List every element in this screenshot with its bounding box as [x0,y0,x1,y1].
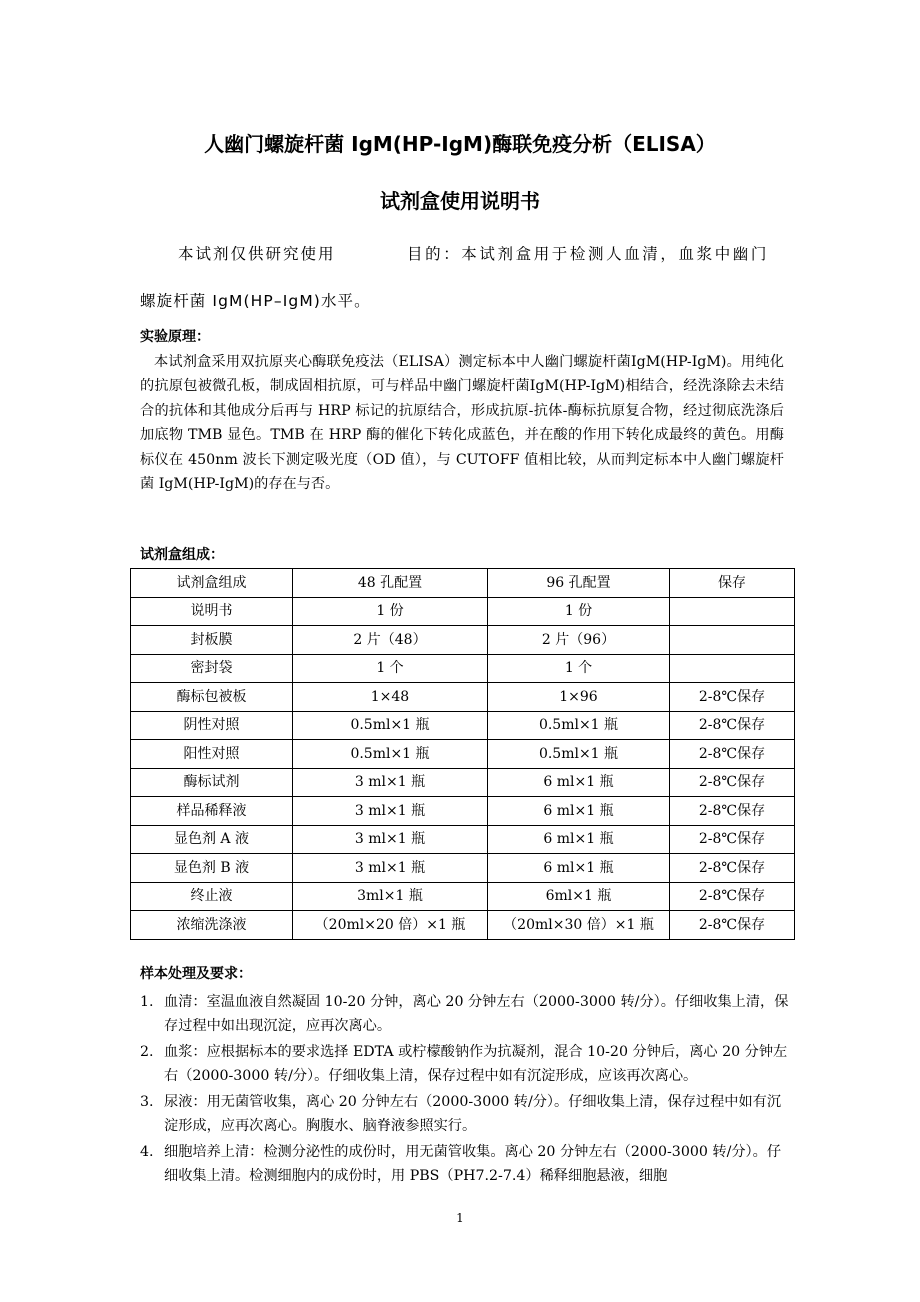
list-item-text: 血浆：应根据标本的要求选择 EDTA 或柠檬酸钠作为抗凝剂，混合 10-20 分钟后，离心 20 分钟左右（2000-3000 转/分）。仔细收集上清，保存过程中如有沉淀形成，应该再次离心。 [164,1044,788,1084]
principle-paragraph: 本试剂盒采用双抗原夹心酶联免疫法（ELISA）测定标本中人幽门螺旋杆菌IgM(HP-IgM)。用纯化的抗原包被微孔板，制成固相抗原，可与样品中幽门螺旋杆菌IgM(HP-IgM)相结合，经洗涤除去未结合的抗体和其他成分后再与 HRP 标记的抗原结合，形成抗原-抗体-酶标抗原复合物，经过彻底洗涤后加底物 TMB 显色。TMB 在 HRP 酶的催化下转化成蓝色，并在酸的作用下转化成最终的黄色。用酶标仪在 450nm 波长下测定吸光度（OD 值），与 CUTOFF 值相比较，从而判定标本中人幽门螺旋杆菌 IgM(HP-IgM)的存在与否。 [140,354,784,493]
table-row [131,626,795,655]
qty-48-cell: 0.5ml×1 瓶 [293,711,488,740]
qty-48-cell: 3 ml×1 瓶 [293,825,488,854]
component-cell: 样品稀释液 [131,797,293,826]
storage-cell: 2-8℃保存 [670,683,795,712]
sample-processing-list [140,990,790,1190]
qty-96-cell: 1 个 [488,654,670,683]
component-cell: 显色剂 B 液 [131,854,293,883]
table-row [131,911,795,940]
list-item [140,1090,790,1138]
research-use-notice: 本试剂仅供研究使用 [178,245,336,263]
table-row [131,825,795,854]
kit-composition-heading: 试剂盒组成： [140,547,224,563]
qty-48-cell: 3 ml×1 瓶 [293,768,488,797]
document-title: 人幽门螺旋杆菌 IgM(HP-IgM)酶联免疫分析（ELISA） [204,132,716,156]
table-header-row [131,569,795,598]
qty-96-cell: 1 份 [488,597,670,626]
purpose-statement: 目的：本试剂盒用于检测人血清，血浆中幽门 [407,245,770,263]
qty-96-cell: 6ml×1 瓶 [488,882,670,911]
qty-48-cell: 3 ml×1 瓶 [293,797,488,826]
qty-96-cell: 0.5ml×1 瓶 [488,711,670,740]
header-component: 试剂盒组成 [131,569,293,598]
header-storage: 保存 [670,569,795,598]
list-item-number: 2. [140,1044,154,1060]
sample-processing-heading: 样本处理及要求： [140,966,252,982]
storage-cell: 2-8℃保存 [670,825,795,854]
purpose-statement-continued: 螺旋杆菌 IgM(HP–IgM)水平。 [140,292,371,310]
table-row [131,854,795,883]
qty-96-cell: 2 片（96） [488,626,670,655]
principle-heading: 实验原理： [140,329,210,345]
qty-48-cell: 1 份 [293,597,488,626]
qty-48-cell: 3 ml×1 瓶 [293,854,488,883]
list-item [140,1040,790,1088]
qty-48-cell: 1×48 [293,683,488,712]
kit-composition-table [130,568,795,940]
component-cell: 浓缩洗涤液 [131,911,293,940]
qty-96-cell: （20ml×30 倍）×1 瓶 [488,911,670,940]
storage-cell: 2-8℃保存 [670,711,795,740]
storage-cell: 2-8℃保存 [670,740,795,769]
list-item-number: 3. [140,1094,154,1110]
storage-cell: 2-8℃保存 [670,911,795,940]
storage-cell: 2-8℃保存 [670,882,795,911]
list-item-text: 血清：室温血液自然凝固 10-20 分钟，离心 20 分钟左右（2000-3000 转/分）。仔细收集上清，保存过程中如出现沉淀，应再次离心。 [164,994,789,1034]
qty-48-cell: 1 个 [293,654,488,683]
list-item [140,1140,790,1188]
table-row [131,683,795,712]
list-item [140,990,790,1038]
list-item-number: 4. [140,1144,154,1160]
component-cell: 阴性对照 [131,711,293,740]
table-row [131,711,795,740]
qty-48-cell: 0.5ml×1 瓶 [293,740,488,769]
table-row [131,740,795,769]
header-96-well: 96 孔配置 [488,569,670,598]
storage-cell [670,626,795,655]
storage-cell: 2-8℃保存 [670,797,795,826]
table-row [131,597,795,626]
component-cell: 酶标试剂 [131,768,293,797]
storage-cell [670,654,795,683]
component-cell: 终止液 [131,882,293,911]
table-row [131,654,795,683]
qty-96-cell: 6 ml×1 瓶 [488,797,670,826]
storage-cell: 2-8℃保存 [670,854,795,883]
component-cell: 酶标包被板 [131,683,293,712]
component-cell: 显色剂 A 液 [131,825,293,854]
header-48-well: 48 孔配置 [293,569,488,598]
qty-48-cell: 3ml×1 瓶 [293,882,488,911]
list-item-text: 细胞培养上清：检测分泌性的成份时，用无菌管收集。离心 20 分钟左右（2000-3000 转/分）。仔细收集上清。检测细胞内的成份时，用 PBS（PH7.2-7.4）稀释细胞悬液，细胞 [164,1144,782,1184]
list-item-text: 尿液：用无菌管收集，离心 20 分钟左右（2000-3000 转/分）。仔细收集上清，保存过程中如有沉淀形成，应再次离心。胸腹水、脑脊液参照实行。 [164,1094,782,1134]
qty-96-cell: 6 ml×1 瓶 [488,854,670,883]
component-cell: 阳性对照 [131,740,293,769]
table-row [131,768,795,797]
document-subtitle: 试剂盒使用说明书 [380,189,540,213]
qty-48-cell: 2 片（48） [293,626,488,655]
qty-48-cell: （20ml×20 倍）×1 瓶 [293,911,488,940]
qty-96-cell: 0.5ml×1 瓶 [488,740,670,769]
component-cell: 密封袋 [131,654,293,683]
storage-cell: 2-8℃保存 [670,768,795,797]
storage-cell [670,597,795,626]
qty-96-cell: 6 ml×1 瓶 [488,768,670,797]
qty-96-cell: 6 ml×1 瓶 [488,825,670,854]
component-cell: 说明书 [131,597,293,626]
component-cell: 封板膜 [131,626,293,655]
page-number: 1 [456,1211,464,1225]
qty-96-cell: 1×96 [488,683,670,712]
table-row [131,882,795,911]
list-item-number: 1. [140,994,154,1010]
table-row [131,797,795,826]
